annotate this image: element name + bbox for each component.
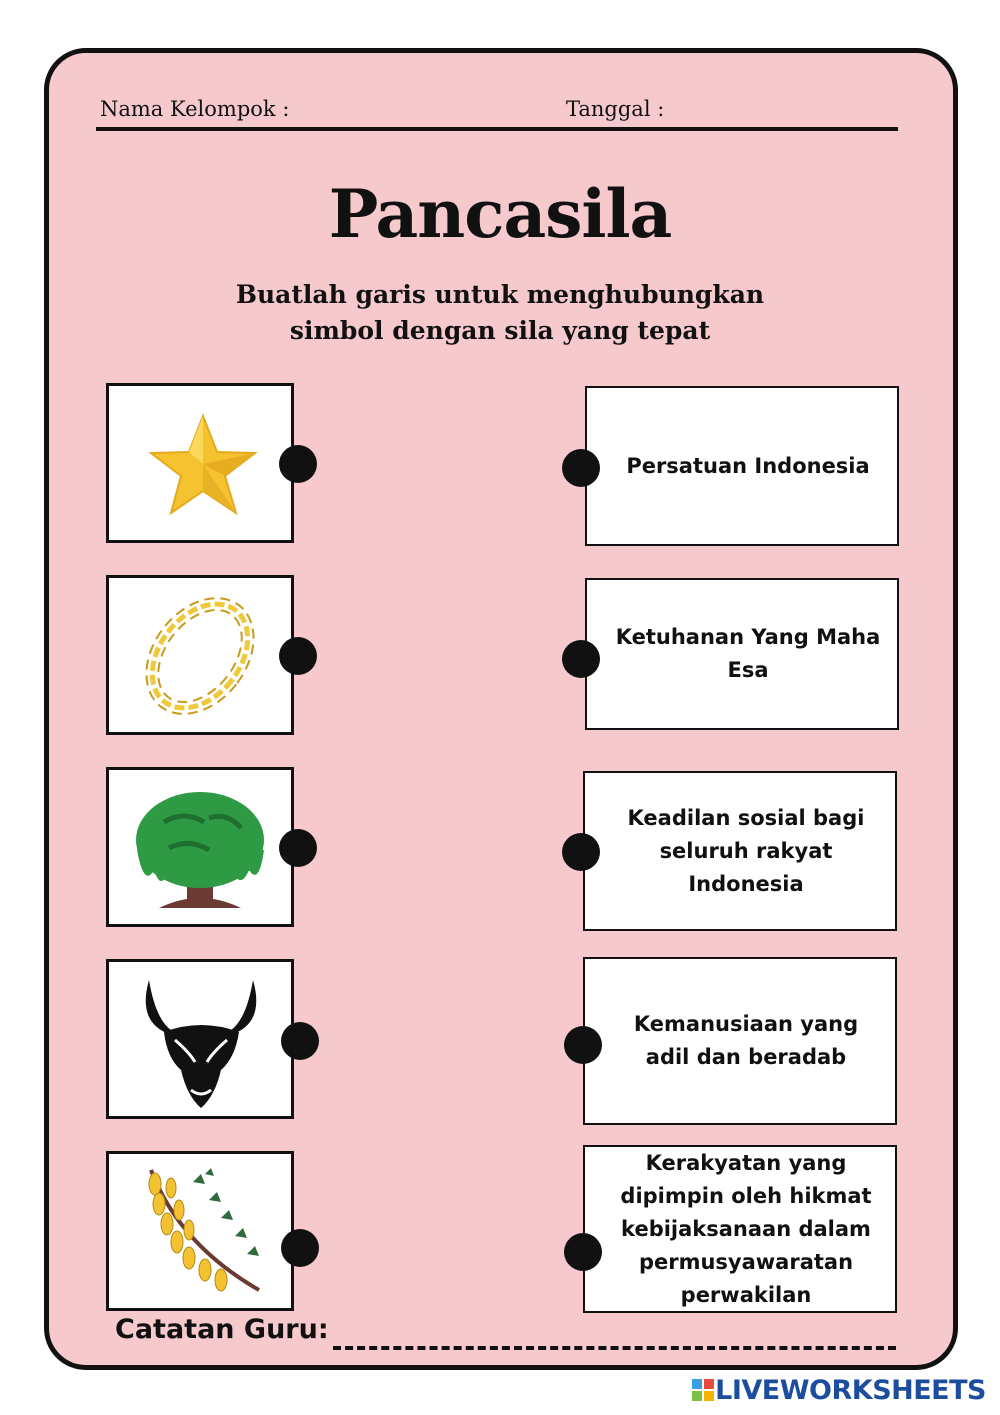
rice-cotton-icon [109, 1154, 291, 1308]
symbol-box-star [106, 383, 294, 543]
star-icon [109, 386, 291, 540]
page-title: Pancasila [328, 175, 672, 253]
connector-dot-right-3[interactable] [562, 833, 600, 871]
connector-dot-left-5[interactable] [281, 1229, 319, 1267]
sila-box-kerakyatan: Kerakyatan yang dipimpin oleh hikmat kebijaksanaan dalam permusyawaratan perwakilan [583, 1145, 897, 1313]
instruction-text [0, 277, 1000, 349]
sila-box-kemanusiaan: Kemanusiaan yang adil dan beradab [583, 957, 897, 1125]
header-underline [96, 127, 898, 131]
bull-head-icon [109, 962, 291, 1116]
chain-icon [109, 578, 291, 732]
teacher-note-line[interactable] [333, 1346, 896, 1350]
connector-dot-left-3[interactable] [279, 829, 317, 867]
connector-dot-right-1[interactable] [562, 449, 600, 487]
teacher-note-label: Catatan Guru: [115, 1314, 329, 1345]
liveworksheets-watermark[interactable]: LIVEWORKSHEETS [715, 1375, 986, 1406]
symbol-box-rice-cotton [106, 1151, 294, 1311]
liveworksheets-logo-icon [692, 1379, 714, 1401]
connector-dot-left-4[interactable] [281, 1022, 319, 1060]
instruction-line-1: Buatlah garis untuk menghubungkan [235, 280, 765, 309]
connector-dot-right-5[interactable] [564, 1233, 602, 1271]
connector-dot-left-1[interactable] [279, 445, 317, 483]
sila-box-ketuhanan: Ketuhanan Yang Maha Esa [585, 578, 899, 730]
symbol-box-bull [106, 959, 294, 1119]
banyan-tree-icon [109, 770, 291, 924]
instruction-line-2: simbol dengan sila yang tepat [289, 316, 711, 345]
connector-dot-right-2[interactable] [562, 640, 600, 678]
sila-box-persatuan: Persatuan Indonesia [585, 386, 899, 546]
group-name-label: Nama Kelompok : [100, 97, 290, 121]
symbol-box-chain [106, 575, 294, 735]
symbol-box-tree [106, 767, 294, 927]
sila-box-keadilan: Keadilan sosial bagi seluruh rakyat Indonesia [583, 771, 897, 931]
connector-dot-right-4[interactable] [564, 1026, 602, 1064]
date-label: Tanggal : [566, 97, 665, 121]
connector-dot-left-2[interactable] [279, 637, 317, 675]
